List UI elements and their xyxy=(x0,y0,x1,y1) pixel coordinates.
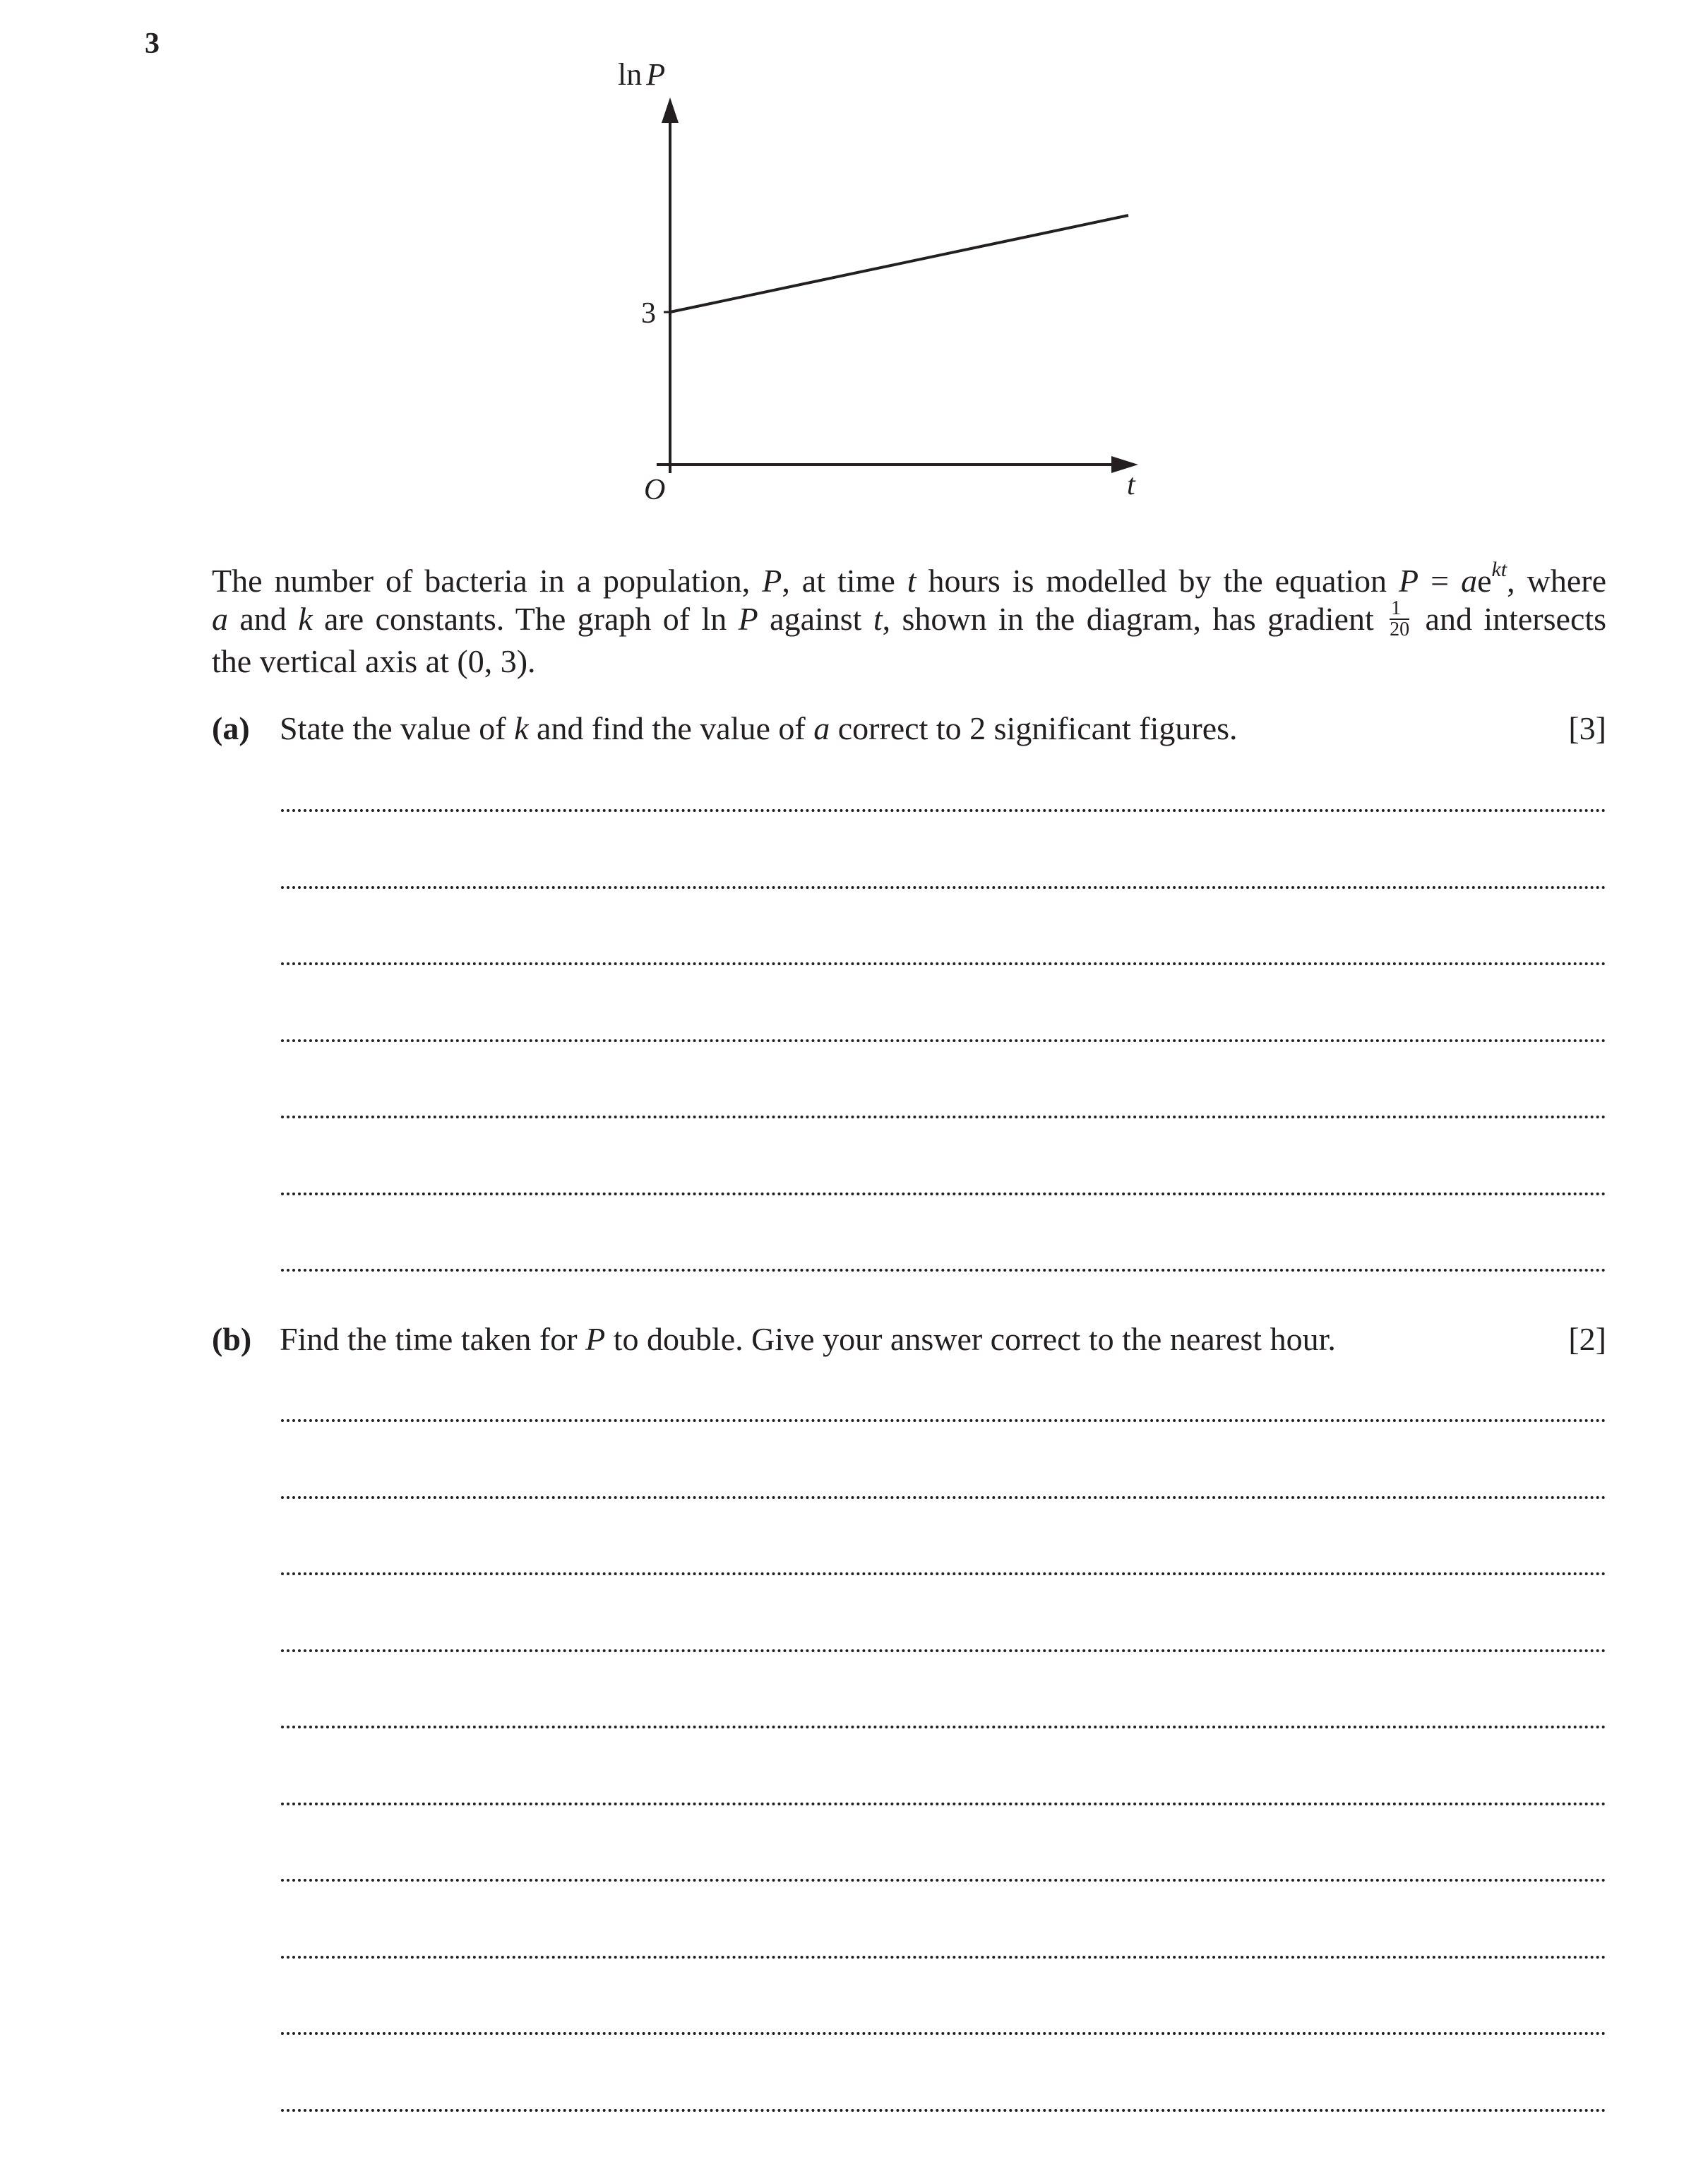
answer-line[interactable] xyxy=(281,1879,1606,1882)
graph-diagram xyxy=(579,56,1214,540)
answer-line[interactable] xyxy=(281,1726,1606,1728)
part-a-label: (a) xyxy=(212,710,250,746)
answer-line[interactable] xyxy=(281,1419,1606,1422)
equation-exponent: kt xyxy=(1491,558,1507,581)
answer-line[interactable] xyxy=(281,1496,1606,1499)
question-stem xyxy=(212,551,1606,681)
equation-P: P xyxy=(1399,563,1419,599)
stem-line-2: a and k are constants. The graph of ln P against t, shown in the diagram, has gradient $\frac{1}{20}$ and intersects xyxy=(212,597,1607,641)
y-axis-label-fn: ln xyxy=(618,57,643,92)
y-axis-label-var: P xyxy=(646,57,666,92)
part-b-marks: [2] xyxy=(1568,1321,1606,1357)
origin-label: O xyxy=(644,474,666,506)
y-tick-label: 3 xyxy=(641,297,656,330)
stem-line-1: The number of bacteria in a population, P, at time t hours is modelled by the equation $P = ae^{kt}$, where xyxy=(212,558,1606,599)
part-a-text: State the value of k and find the value of a correct to 2 significant figures. xyxy=(280,710,1238,746)
part-b-label: (b) xyxy=(212,1321,252,1357)
part-a xyxy=(212,710,1606,752)
answer-line[interactable] xyxy=(281,1269,1606,1272)
part-b-text: Find the time taken for P to double. Give your answer correct to the nearest hour. xyxy=(280,1321,1336,1357)
answer-line[interactable] xyxy=(281,1193,1606,1195)
answer-line[interactable] xyxy=(281,1803,1606,1805)
answer-line[interactable] xyxy=(281,809,1606,812)
graph-line xyxy=(670,215,1128,312)
part-a-marks: [3] xyxy=(1568,710,1606,746)
part-b xyxy=(212,1320,1606,1363)
answer-line[interactable] xyxy=(281,962,1606,965)
answer-line[interactable] xyxy=(281,886,1606,889)
answer-line[interactable] xyxy=(281,2032,1606,2035)
gradient-fraction: $\frac{1}{20}$ xyxy=(1390,597,1410,641)
graph-svg xyxy=(579,56,1214,537)
answer-line[interactable] xyxy=(281,1649,1606,1652)
answer-line[interactable] xyxy=(281,1116,1606,1118)
y-axis-arrow xyxy=(662,97,679,123)
answer-line[interactable] xyxy=(281,1572,1606,1575)
answer-line[interactable] xyxy=(281,2109,1606,2112)
answer-line[interactable] xyxy=(281,1956,1606,1959)
answer-line[interactable] xyxy=(281,1039,1606,1042)
stem-line-3: the vertical axis at (0, 3). xyxy=(212,643,536,680)
x-axis-label: t xyxy=(1127,469,1135,501)
y-axis-label xyxy=(618,57,665,92)
question-number: 3 xyxy=(145,28,160,60)
